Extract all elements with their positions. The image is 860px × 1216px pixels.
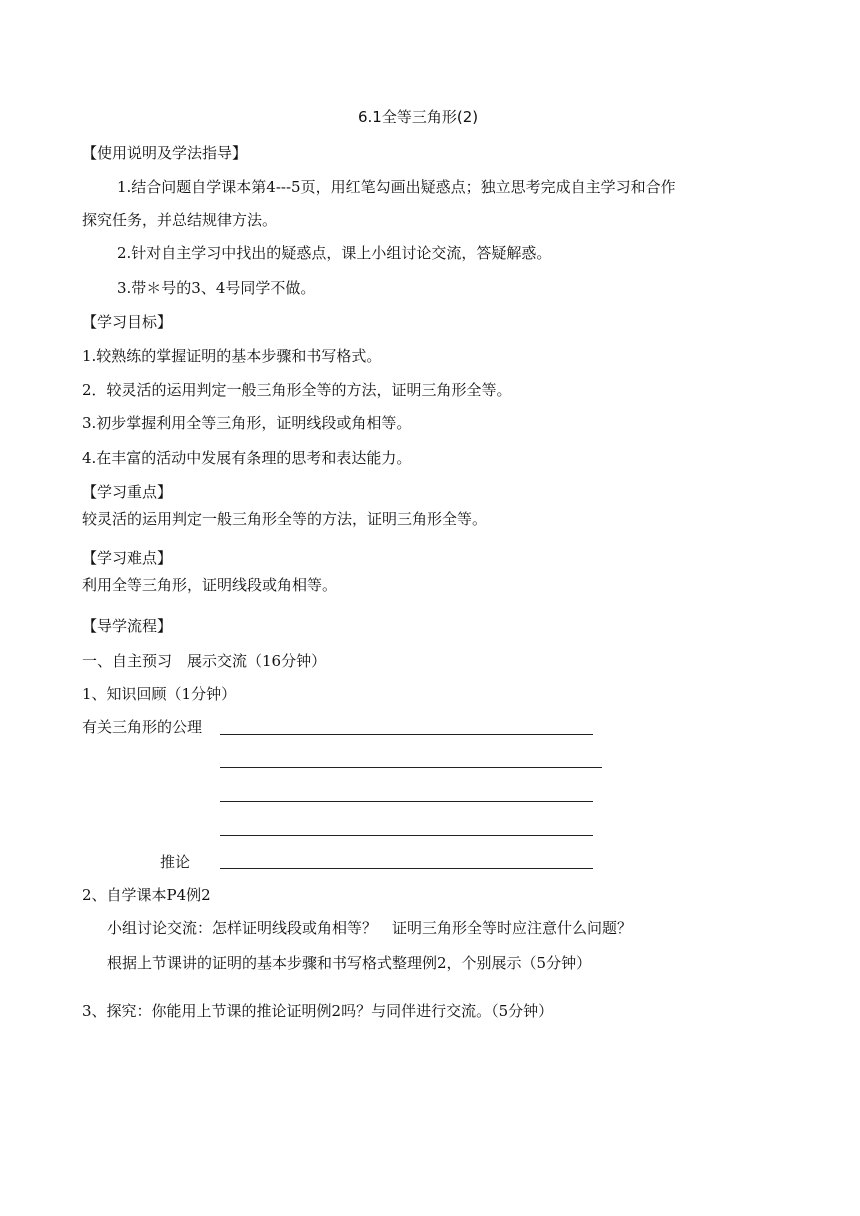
corollary-label: 推论 <box>160 853 191 871</box>
goal-3: 3.初步掌握利用全等三角形，证明线段或角相等。 <box>82 414 412 432</box>
usage-heading: 【使用说明及学法指导】 <box>82 144 248 162</box>
usage-item-2: 2.针对自主学习中找出的疑惑点，课上小组讨论交流，答疑解惑。 <box>117 244 552 262</box>
item-3-explore: 3、探究：你能用上节课的推论证明例2吗？与同伴进行交流。（5分钟） <box>82 1002 554 1020</box>
usage-item-3: 3.带＊号的3、4号同学不做。 <box>117 279 316 297</box>
flow-heading: 【导学流程】 <box>82 617 173 635</box>
axiom-blank-1[interactable] <box>220 734 593 735</box>
goal-1: 1.较熟练的掌握证明的基本步骤和书写格式。 <box>82 347 382 365</box>
section-1-heading: 一、自主预习 展示交流（16分钟） <box>82 652 327 670</box>
corollary-blank[interactable] <box>220 868 593 869</box>
page-title: 6.1全等三角形(2) <box>358 108 479 126</box>
axiom-blank-2[interactable] <box>220 767 602 768</box>
axiom-blank-4[interactable] <box>220 835 593 836</box>
item-2-self-study: 2、自学课本P4例2 <box>82 886 211 904</box>
usage-item-1-line-1: 1.结合问题自学课本第4---5页，用红笔勾画出疑惑点；独立思考完成自主学习和合作 <box>117 178 676 196</box>
item-1-review: 1、知识回顾（1分钟） <box>82 685 237 703</box>
goal-2: 2．较灵活的运用判定一般三角形全等的方法，证明三角形全等。 <box>82 381 512 399</box>
key-heading: 【学习重点】 <box>82 483 173 501</box>
goal-4: 4.在丰富的活动中发展有条理的思考和表达能力。 <box>82 449 412 467</box>
difficulty-text: 利用全等三角形，证明线段或角相等。 <box>82 576 338 594</box>
organize-example: 根据上节课讲的证明的基本步骤和书写格式整理例2，个别展示（5分钟） <box>107 954 592 972</box>
group-discussion: 小组讨论交流：怎样证明线段或角相等？ 证明三角形全等时应注意什么问题？ <box>107 919 633 937</box>
difficulty-heading: 【学习难点】 <box>82 549 173 567</box>
usage-item-1-line-2: 探究任务，并总结规律方法。 <box>82 211 278 229</box>
axiom-label: 有关三角形的公理 <box>82 718 203 736</box>
axiom-blank-3[interactable] <box>220 801 593 802</box>
key-text: 较灵活的运用判定一般三角形全等的方法，证明三角形全等。 <box>82 510 488 528</box>
goals-heading: 【学习目标】 <box>82 313 173 331</box>
